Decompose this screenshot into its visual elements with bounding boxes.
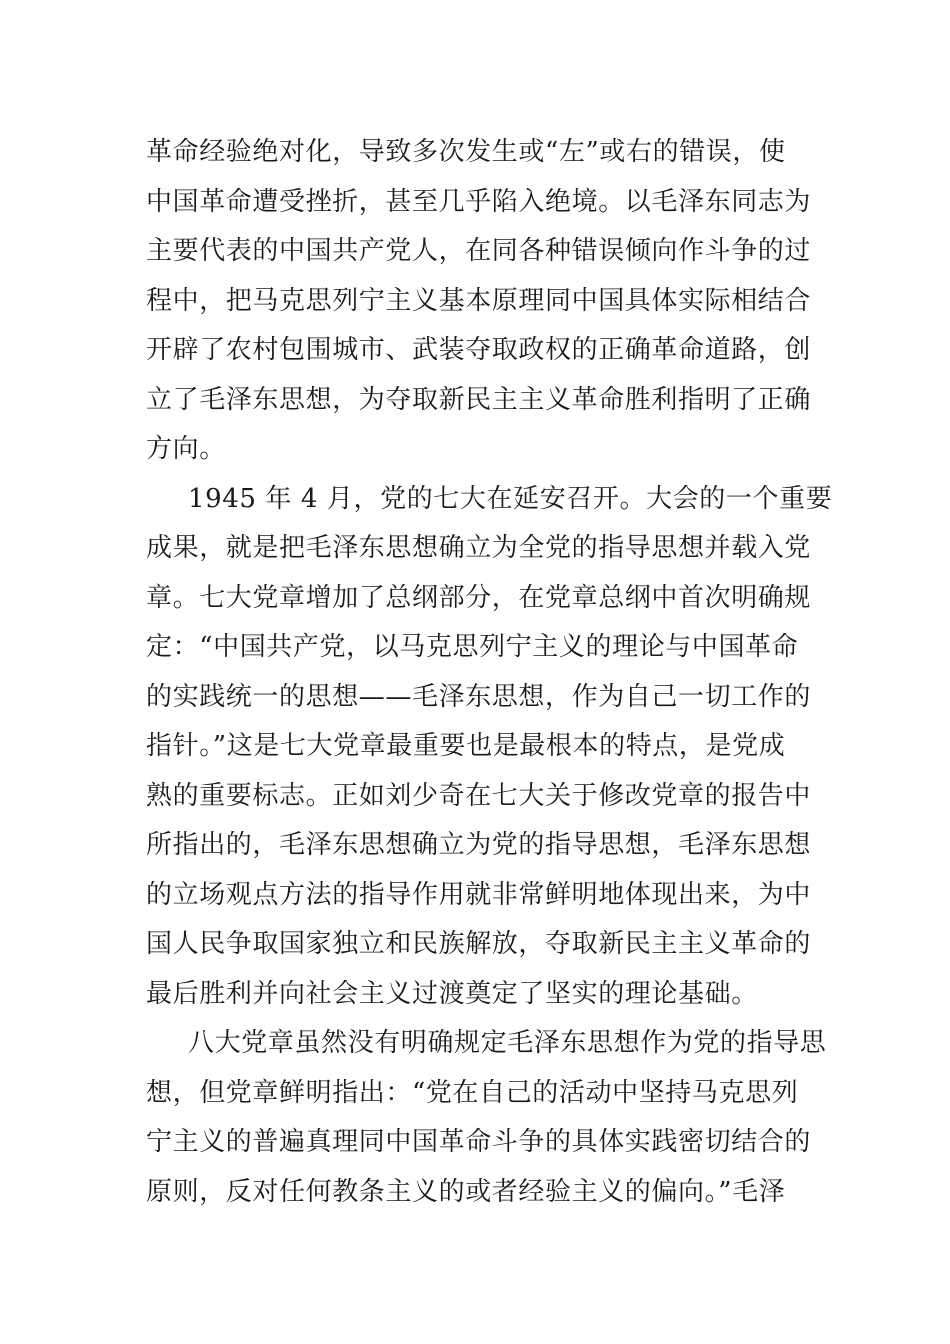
text-line: 开辟了农村包围城市、武装夺取政权的正确革命道路，创 — [146, 335, 812, 365]
text-line: 立了毛泽东思想，为夺取新民主主义革命胜利指明了正确 — [146, 384, 812, 415]
text-line: 章。七大党章增加了总纲部分，在党章总纲中首次明确规 — [146, 582, 812, 613]
text-line: 1945 年 4 月，党的七大在延安召开。大会的一个重要 — [188, 483, 833, 514]
text-line: 原则，反对任何教条主义的或者经验主义的偏向。”毛泽 — [146, 1176, 786, 1207]
text-line: 宁主义的普遍真理同中国革命斗争的具体实践密切结合的 — [146, 1127, 812, 1157]
text-line: 中国革命遭受挫折，甚至几乎陷入绝境。以毛泽东同志为 — [146, 186, 812, 217]
text-line: 程中，把马克思列宁主义基本原理同中国具体实际相结合 — [146, 285, 812, 316]
text-line: 八大党章虽然没有明确规定毛泽东思想作为党的指导思 — [188, 1028, 827, 1058]
text-line: 熟的重要标志。正如刘少奇在七大关于修改党章的报告中 — [146, 780, 812, 811]
text-line: 主要代表的中国共产党人，在同各种错误倾向作斗争的过 — [146, 236, 812, 266]
text-line: 想，但党章鲜明指出：“党在自己的活动中坚持马克思列 — [146, 1077, 799, 1108]
paragraph-3 — [146, 1019, 827, 1217]
text-line: 国人民争取国家独立和民族解放，夺取新民主主义革命的 — [146, 929, 812, 959]
text-line: 的立场观点方法的指导作用就非常鲜明地体现出来，为中 — [146, 879, 812, 910]
text-line: 成果，就是把毛泽东思想确立为全党的指导思想并载入党 — [146, 533, 812, 563]
text-line: 定：“中国共产党，以马克思列宁主义的理论与中国革命 — [146, 632, 799, 662]
paragraph-2 — [146, 475, 833, 1020]
text-line: 的实践统一的思想——毛泽东思想，作为自己一切工作的 — [146, 681, 812, 712]
text-line: 革命经验绝对化，导致多次发生或“左”或右的错误，使 — [146, 137, 786, 167]
text-line: 最后胜利并向社会主义过渡奠定了坚实的理论基础。 — [146, 978, 758, 1009]
body-text — [146, 128, 833, 1217]
text-line: 指针。”这是七大党章最重要也是最根本的特点，是党成 — [146, 731, 786, 761]
text-line: 方向。 — [146, 434, 226, 464]
paragraph-1 — [146, 128, 812, 475]
text-line: 所指出的，毛泽东思想确立为党的指导思想，毛泽东思想 — [146, 830, 812, 860]
